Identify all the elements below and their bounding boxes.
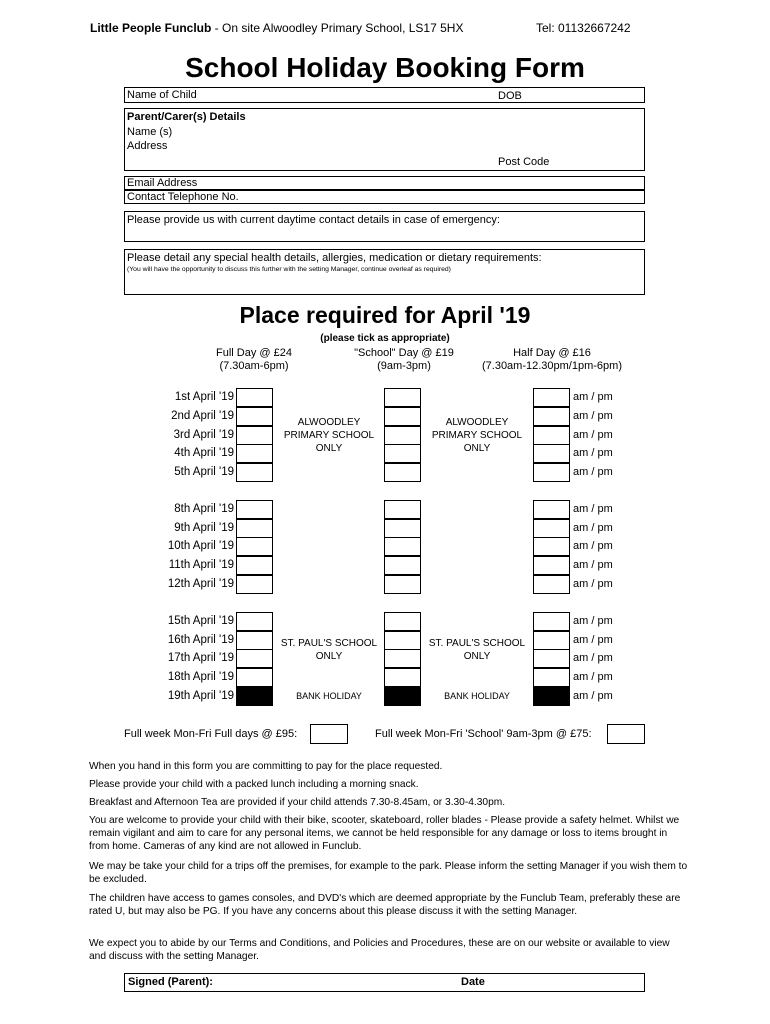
bank-holiday-label: BANK HOLIDAY <box>296 691 362 701</box>
school-day-checkbox-blocked <box>384 687 421 706</box>
venue-note: ST. PAUL'S SCHOOL ONLY <box>280 638 378 662</box>
full-day-checkbox[interactable] <box>236 649 273 668</box>
parent-details-label: Parent/Carer(s) Details <box>127 111 246 123</box>
half-day-checkbox[interactable] <box>533 537 570 556</box>
date-label: 10th April '19 <box>167 540 234 552</box>
full-week-full-days-label: Full week Mon-Fri Full days @ £95: <box>124 728 298 740</box>
org-telephone: Tel: 01132667242 <box>536 21 631 35</box>
option-school-day-label: "School" Day @ £19 <box>354 347 454 359</box>
date-label: 18th April '19 <box>167 671 234 683</box>
page-title: School Holiday Booking Form <box>185 52 585 83</box>
date-label: 4th April '19 <box>174 447 234 459</box>
full-day-checkbox-blocked <box>236 687 273 706</box>
half-day-checkbox[interactable] <box>533 388 570 407</box>
section-title: Place required for April '19 <box>239 302 531 328</box>
half-day-checkbox[interactable] <box>533 649 570 668</box>
date-label: 9th April '19 <box>174 522 234 534</box>
am-pm-label: am / pm <box>573 447 613 459</box>
school-day-checkbox[interactable] <box>384 388 421 407</box>
am-pm-label: am / pm <box>573 391 613 403</box>
parent-details-field[interactable] <box>124 108 645 171</box>
half-day-checkbox[interactable] <box>533 444 570 463</box>
child-name-field[interactable] <box>124 87 645 103</box>
am-pm-label: am / pm <box>573 466 613 478</box>
am-pm-label: am / pm <box>573 652 613 664</box>
note-trips: We may be take your child for a trips off the premises, for example to the park. Please inform the setting Manager if you wish them to be excluded. <box>89 861 688 885</box>
option-school-day-time: (9am-3pm) <box>377 360 431 372</box>
phone-label: Contact Telephone No. <box>127 191 239 203</box>
full-day-checkbox[interactable] <box>236 444 273 463</box>
email-label: Email Address <box>127 177 198 189</box>
half-day-checkbox[interactable] <box>533 575 570 594</box>
venue-note: ALWOODLEY PRIMARY SCHOOL ONLY <box>431 417 523 454</box>
option-full-day-time: (7.30am-6pm) <box>219 360 289 372</box>
school-day-checkbox[interactable] <box>384 575 421 594</box>
full-day-checkbox[interactable] <box>236 426 273 445</box>
date-label: 17th April '19 <box>167 652 234 664</box>
date-signed-label: Date <box>461 976 485 988</box>
am-pm-label: am / pm <box>573 634 613 646</box>
school-day-checkbox[interactable] <box>384 444 421 463</box>
date-label: 8th April '19 <box>174 503 234 515</box>
school-day-checkbox[interactable] <box>384 500 421 519</box>
half-day-checkbox[interactable] <box>533 407 570 426</box>
full-day-checkbox[interactable] <box>236 612 273 631</box>
half-day-checkbox[interactable] <box>533 519 570 538</box>
org-name: Little People Funclub <box>90 21 212 35</box>
date-label: 11th April '19 <box>168 559 234 571</box>
child-name-label: Name of Child <box>127 89 197 101</box>
full-week-school-label: Full week Mon-Fri 'School' 9am-3pm @ £75: <box>375 728 592 740</box>
note-packed-lunch: Please provide your child with a packed lunch including a morning snack. <box>89 779 419 790</box>
date-label: 1st April '19 <box>174 391 234 403</box>
full-day-checkbox[interactable] <box>236 463 273 482</box>
half-day-checkbox-blocked <box>533 687 570 706</box>
half-day-checkbox[interactable] <box>533 556 570 575</box>
am-pm-label: am / pm <box>573 559 613 571</box>
school-day-checkbox[interactable] <box>384 426 421 445</box>
note-personal-items: You are welcome to provide your child with their bike, scooter, skateboard, roller blades - Please provide a safety helmet. Whilst we remain vigilant and aim to care for any personal items, we cannot be held responsible for any damage or loss to items brought in from home. Cameras of any kind are not allowed in Funclub. <box>89 815 680 852</box>
am-pm-label: am / pm <box>573 429 613 441</box>
half-day-checkbox[interactable] <box>533 426 570 445</box>
option-full-day-label: Full Day @ £24 <box>216 347 292 359</box>
full-day-checkbox[interactable] <box>236 556 273 575</box>
full-day-checkbox[interactable] <box>236 407 273 426</box>
half-day-checkbox[interactable] <box>533 631 570 650</box>
full-day-checkbox[interactable] <box>236 537 273 556</box>
email-field[interactable] <box>124 176 645 190</box>
health-label: Please detail any special health details, allergies, medication or dietary requirements: <box>127 252 542 264</box>
school-day-checkbox[interactable] <box>384 612 421 631</box>
full-day-checkbox[interactable] <box>236 575 273 594</box>
half-day-checkbox[interactable] <box>533 668 570 687</box>
school-day-checkbox[interactable] <box>384 463 421 482</box>
school-day-checkbox[interactable] <box>384 537 421 556</box>
note-terms: We expect you to abide by our Terms and Conditions, and Policies and Procedures, these are on our website or available to view and discuss with the setting Manager. <box>89 938 670 962</box>
full-day-checkbox[interactable] <box>236 668 273 687</box>
am-pm-label: am / pm <box>573 410 613 422</box>
signature-field[interactable] <box>124 973 645 992</box>
org-location: - On site Alwoodley Primary School, LS17 5HX <box>211 21 464 35</box>
emergency-contact-field[interactable] <box>124 211 645 242</box>
full-day-checkbox[interactable] <box>236 500 273 519</box>
full-week-school-checkbox[interactable] <box>607 724 645 744</box>
health-details-field[interactable] <box>124 249 645 295</box>
am-pm-label: am / pm <box>573 671 613 683</box>
note-breakfast-tea: Breakfast and Afternoon Tea are provided if your child attends 7.30-8.45am, or 3.30-4.30pm. <box>89 797 506 808</box>
half-day-checkbox[interactable] <box>533 463 570 482</box>
date-label: 2nd April '19 <box>171 410 234 422</box>
dob-label: DOB <box>498 90 522 102</box>
half-day-checkbox[interactable] <box>533 500 570 519</box>
note-commitment: When you hand in this form you are committing to pay for the place requested. <box>89 761 443 772</box>
full-day-checkbox[interactable] <box>236 631 273 650</box>
am-pm-label: am / pm <box>573 615 613 627</box>
emergency-label: Please provide us with current daytime contact details in case of emergency: <box>127 214 500 226</box>
tick-note: (please tick as appropriate) <box>320 333 450 344</box>
venue-note: ALWOODLEY PRIMARY SCHOOL ONLY <box>283 417 375 454</box>
date-label: 3rd April '19 <box>173 429 234 441</box>
am-pm-label: am / pm <box>573 690 613 702</box>
option-half-day-time: (7.30am-12.30pm/1pm-6pm) <box>481 360 622 372</box>
school-day-checkbox[interactable] <box>384 631 421 650</box>
date-label: 5th April '19 <box>174 466 234 478</box>
venue-note: ST. PAUL'S SCHOOL ONLY <box>428 638 526 662</box>
am-pm-label: am / pm <box>573 522 613 534</box>
phone-field[interactable] <box>124 190 645 204</box>
school-day-checkbox[interactable] <box>384 407 421 426</box>
school-day-checkbox[interactable] <box>384 519 421 538</box>
option-half-day-label: Half Day @ £16 <box>513 347 591 359</box>
signed-label: Signed (Parent): <box>128 976 213 988</box>
full-day-checkbox[interactable] <box>236 519 273 538</box>
post-code-label: Post Code <box>498 156 550 168</box>
date-label: 16th April '19 <box>167 634 234 646</box>
address-label: Address <box>127 140 168 152</box>
full-week-full-days-checkbox[interactable] <box>310 724 348 744</box>
note-games-consoles: The children have access to games consoles, and DVD's which are deemed appropriate by the Funclub Team, preferably these are rated U, but may also be PG. If you have any concerns about this please discuss it with the setting Manager. <box>89 893 681 917</box>
school-day-checkbox[interactable] <box>384 556 421 575</box>
names-label: Name (s) <box>127 126 173 138</box>
half-day-checkbox[interactable] <box>533 612 570 631</box>
am-pm-label: am / pm <box>573 503 613 515</box>
school-day-checkbox[interactable] <box>384 649 421 668</box>
health-note: (You will have the opportunity to discuss this further with the setting Manager, continue overleaf as required) <box>127 266 451 273</box>
bank-holiday-label: BANK HOLIDAY <box>444 691 510 701</box>
date-label: 12th April '19 <box>167 578 234 590</box>
header-line <box>90 21 463 35</box>
am-pm-label: am / pm <box>573 578 613 590</box>
date-label: 15th April '19 <box>167 615 234 627</box>
school-day-checkbox[interactable] <box>384 668 421 687</box>
am-pm-label: am / pm <box>573 540 613 552</box>
full-day-checkbox[interactable] <box>236 388 273 407</box>
date-label: 19th April '19 <box>167 690 234 702</box>
